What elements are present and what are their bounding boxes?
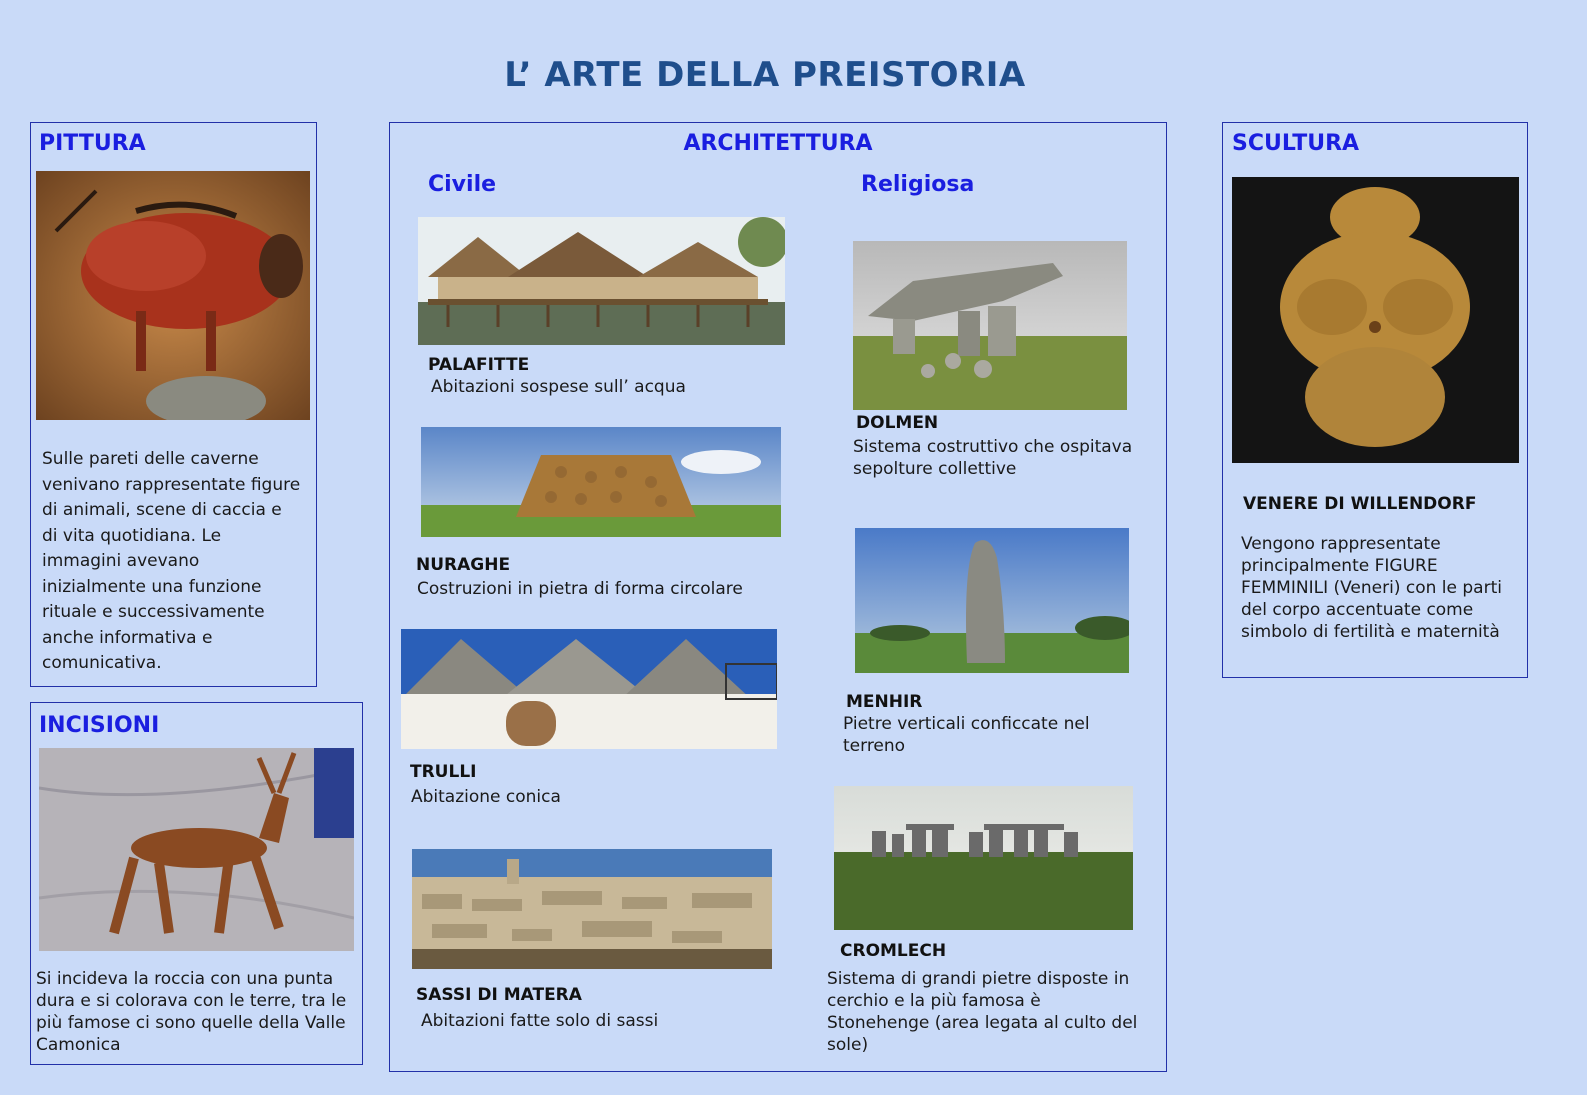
scultura-heading: SCULTURA: [1232, 131, 1360, 156]
nuraghe-title: NURAGHE: [416, 555, 511, 575]
cromlech-image: [834, 786, 1133, 930]
dolmen-title: DOLMEN: [856, 413, 939, 433]
religiosa-heading: Religiosa: [861, 172, 975, 197]
scultura-text: Vengono rappresentate principalmente FIGURE FEMMINILI (Veneri) con le parti del corpo accentuate come simbolo di fertilità e maternità: [1241, 534, 1502, 642]
trulli-text: Abitazione conica: [411, 787, 561, 807]
dolmen-image: [853, 241, 1127, 410]
menhir-title: MENHIR: [846, 692, 923, 712]
incisioni-heading: INCISIONI: [39, 713, 160, 738]
sassi-di-matera-image: [412, 849, 772, 969]
palafitte-image: [418, 217, 785, 345]
sassi-di-matera-text: Abitazioni fatte solo di sassi: [421, 1011, 659, 1031]
dolmen-text: Sistema costruttivo che ospitava sepolture collettive: [853, 437, 1133, 479]
palafitte-text: Abitazioni sospese sull’ acqua: [431, 377, 686, 397]
nuraghe-text: Costruzioni in pietra di forma circolare: [417, 579, 743, 599]
venere-title: VENERE DI WILLENDORF: [1243, 494, 1477, 514]
palafitte-title: PALAFITTE: [428, 355, 530, 375]
civile-heading: Civile: [428, 172, 497, 197]
pittura-heading: PITTURA: [39, 131, 146, 156]
pittura-text: Sulle pareti delle caverne venivano rappresentate figure di animali, scene di caccia e di vita quotidiana. Le immagini avevano inizialmente una funzione rituale e successivamente anche informativa e comunicativa.: [42, 449, 301, 673]
architettura-heading: ARCHITETTURA: [683, 131, 873, 156]
cromlech-text: Sistema di grandi pietre disposte in cerchio e la più famosa è Stonehenge (area legata al culto del sole): [827, 969, 1138, 1055]
trulli-title: TRULLI: [410, 762, 477, 782]
nuraghe-image: [421, 427, 781, 537]
menhir-text: Pietre verticali conficcate nel terreno: [843, 714, 1090, 756]
venus-statuette-image: [1232, 177, 1519, 463]
deer-rock-engraving-image: [39, 748, 354, 951]
bison-cave-painting-image: [36, 171, 310, 420]
incisioni-text: Si incideva la roccia con una punta dura e si colorava con le terre, tra le più famose ci sono quelle della Valle Camonica: [36, 969, 347, 1055]
sassi-di-matera-title: SASSI DI MATERA: [416, 985, 582, 1005]
trulli-image: [401, 629, 777, 749]
menhir-image: [855, 528, 1129, 673]
page-title: L’ ARTE DELLA PREISTORIA: [504, 55, 1026, 95]
cromlech-title: CROMLECH: [840, 941, 947, 961]
